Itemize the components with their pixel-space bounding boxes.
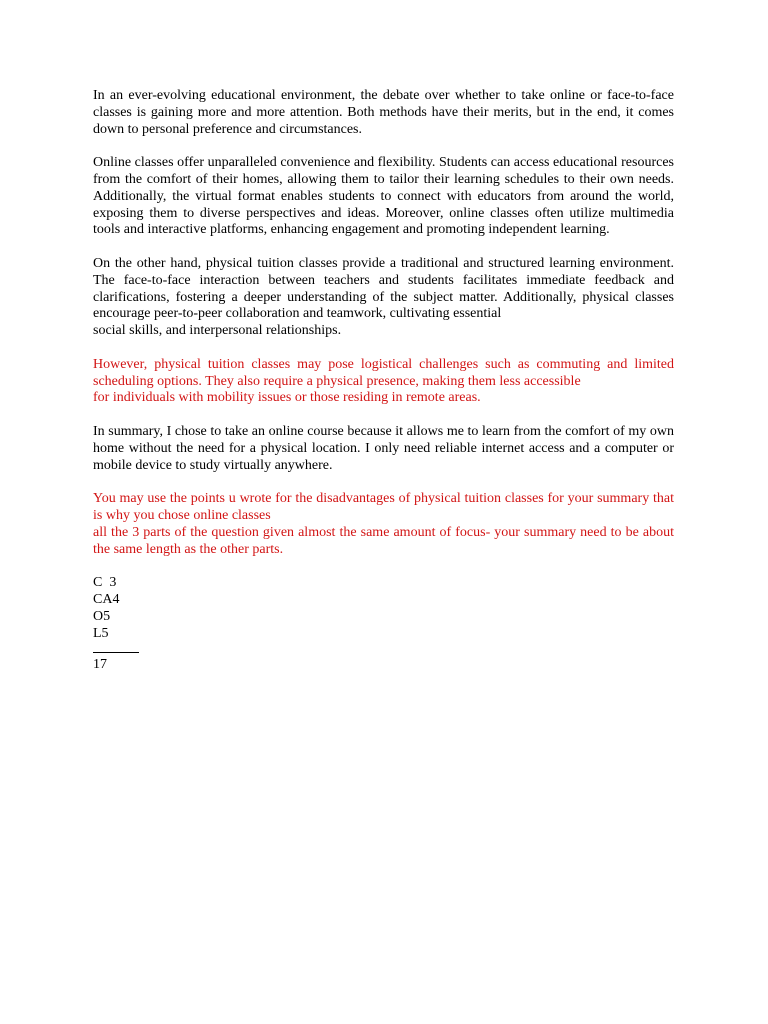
- score-breakdown: [93, 575, 674, 674]
- score-l: L5: [93, 625, 109, 641]
- feedback-comment-paragraph: You may use the points u wrote for the disadvantages of physical tuition classes for your summary that is why you chose online classes all the 3 parts of the question given almost the same amount of focus- your summary need to be about the same length as the other parts.: [93, 491, 674, 557]
- score-total: 17: [93, 657, 107, 673]
- physical-classes-paragraph: On the other hand, physical tuition classes provide a traditional and structured learning environment. The face-to-face interaction between teachers and students facilitates immediate feedback and clarifications, fostering a deeper understanding of the subject matter. Additionally, physical classes encourage peer-to-peer collaboration and teamwork, cultivating essential social skills, and interpersonal relationships.: [93, 255, 674, 339]
- intro-paragraph: In an ever-evolving educational environment, the debate over whether to take online or face-to-face classes is gaining more and more attention. Both methods have their merits, but in the end, it comes down to personal preference and circumstances.: [93, 88, 674, 137]
- score-ca: CA4: [93, 591, 120, 607]
- feedback-challenges-paragraph: However, physical tuition classes may pose logistical challenges such as commuting and limited scheduling options. They also require a physical presence, making them less accessible for individuals with mobility issues or those residing in remote areas.: [93, 356, 674, 406]
- total-divider: [93, 642, 139, 653]
- score-c: C 3: [93, 575, 117, 591]
- score-o: O5: [93, 608, 111, 624]
- summary-paragraph: In summary, I chose to take an online course because it allows me to learn from the comfort of my own home without the need for a physical location. I only need reliable internet access and a computer or mobile device to study virtually anywhere.: [93, 423, 674, 473]
- online-classes-paragraph: Online classes offer unparalleled convenience and flexibility. Students can access educational resources from the comfort of their homes, allowing them to tailor their learning schedules to their own needs. Additionally, the virtual format enables students to connect with educators from around the world, exposing them to diverse perspectives and ideas. Moreover, online classes often utilize multimedia tools and interactive platforms, enhancing engagement and promoting independent learning.: [93, 155, 674, 238]
- document-body: [93, 88, 674, 674]
